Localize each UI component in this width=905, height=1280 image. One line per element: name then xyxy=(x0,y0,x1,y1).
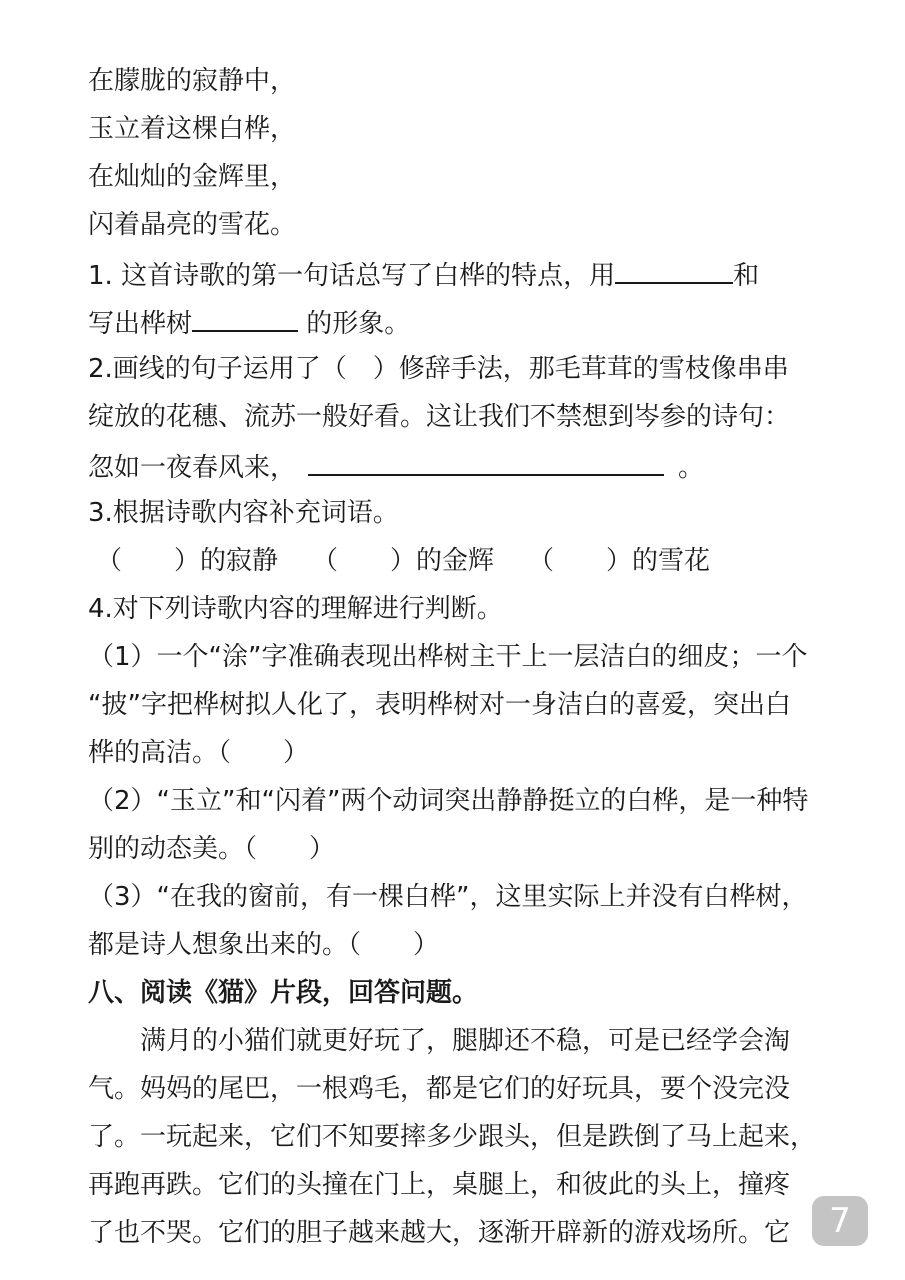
question-4-statement-2-line-2: 别的动态美。（ ） xyxy=(88,834,336,864)
page-number-badge: 7 xyxy=(812,1196,868,1246)
question-1-text-d: 的形象。 xyxy=(298,309,411,339)
question-2-text-b: 。 xyxy=(678,453,705,483)
question-1-text-b: 和 xyxy=(733,261,760,291)
passage-line-3: 了。一玩起来，它们不知要摔多少跟头，但是跌倒了马上起来， xyxy=(88,1122,817,1152)
poem-line-2: 玉立着这棵白桦， xyxy=(88,114,297,144)
question-3-item-3: （ ）的雪花 xyxy=(528,546,711,576)
question-4-title: 4.对下列诗歌内容的理解进行判断。 xyxy=(88,594,503,624)
question-2-line-2: 绽放的花穗、流苏一般好看。这让我们不禁想到岑参的诗句： xyxy=(88,402,791,432)
passage-line-2: 气。妈妈的尾巴，一根鸡毛，都是它们的好玩具，要个没完没 xyxy=(88,1074,791,1104)
answer-blank xyxy=(308,448,664,476)
answer-blank xyxy=(192,304,298,332)
question-4-statement-1-line-3: 桦的高洁。（ ） xyxy=(88,738,310,768)
poem-line-1: 在朦胧的寂静中， xyxy=(88,66,297,96)
passage-line-4: 再跑再跌。它们的头撞在门上，桌腿上，和彼此的头上，撞疼 xyxy=(88,1170,791,1200)
question-2-line-3 xyxy=(88,448,828,485)
question-4-statement-3-line-1: （3）“在我的窗前，有一棵白桦”，这里实际上并没有白桦树， xyxy=(88,882,808,912)
question-1-text-c: 写出桦树 xyxy=(88,309,193,339)
poem-line-3: 在灿灿的金辉里， xyxy=(88,162,297,192)
question-3-item-2: （ ）的金辉 xyxy=(312,546,495,576)
passage-line-5: 了也不哭。它们的胆子越来越大，逐渐开辟新的游戏场所。它 xyxy=(88,1218,791,1248)
question-2-text-a: 忽如一夜春风来， xyxy=(88,453,297,483)
question-1-line-2 xyxy=(88,304,828,341)
question-4-statement-1-line-1: （1）一个“涂”字准确表现出桦树主干上一层洁白的细皮；一个 xyxy=(88,642,808,672)
question-3-title: 3.根据诗歌内容补充词语。 xyxy=(88,498,399,528)
question-1-line-1 xyxy=(88,256,828,293)
question-1-text-a: 1. 这首诗歌的第一句话总写了白桦的特点，用 xyxy=(88,261,616,291)
question-3-items xyxy=(96,544,836,578)
question-4-statement-3-line-2: 都是诗人想象出来的。（ ） xyxy=(88,930,440,960)
poem-line-4: 闪着晶亮的雪花。 xyxy=(88,210,297,240)
question-3-item-1: （ ）的寂静 xyxy=(96,546,279,576)
answer-blank xyxy=(615,256,733,284)
question-2-line-1: 2.画线的句子运用了（ ）修辞手法，那毛茸茸的雪枝像串串 xyxy=(88,354,789,384)
question-4-statement-1-line-2: “披”字把桦树拟人化了，表明桦树对一身洁白的喜爱，突出白 xyxy=(88,690,791,720)
question-4-statement-2-line-1: （2）“玉立”和“闪着”两个动词突出静静挺立的白桦，是一种特 xyxy=(88,786,809,816)
section-8-heading: 八、阅读《猫》片段，回答问题。 xyxy=(88,978,479,1008)
passage-line-1: 满月的小猫们就更好玩了，腿脚还不稳，可是已经学会淘 xyxy=(88,1026,791,1056)
